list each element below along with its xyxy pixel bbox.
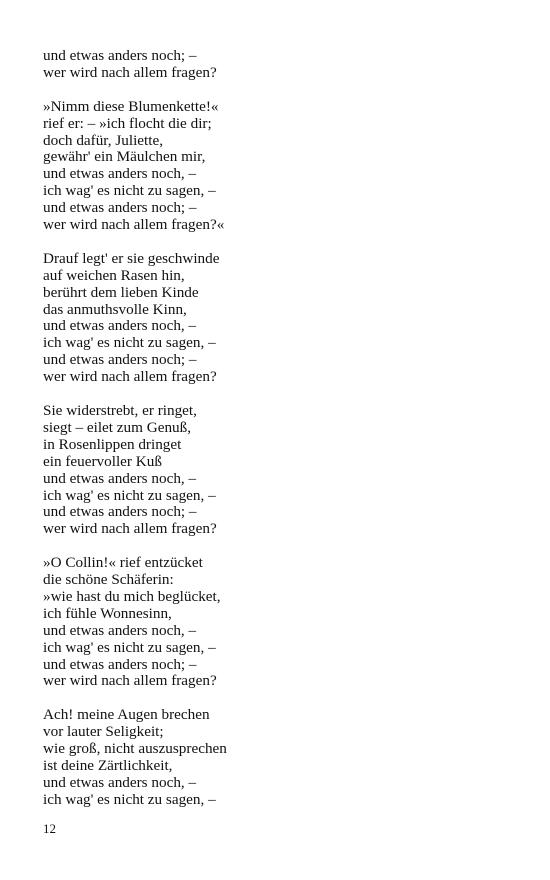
stanza <box>43 48 503 82</box>
poem-text <box>43 48 503 826</box>
poem-line: »Nimm diese Blumenkette!« <box>43 97 219 115</box>
stanza <box>43 99 503 234</box>
poem-line: wer wird nach allem fragen? <box>43 368 217 386</box>
poem-line: »wie hast du mich beglücket, <box>43 587 221 605</box>
poem-line: vor lauter Seligkeit; <box>43 723 164 741</box>
poem-line: gewähr' ein Mäulchen mir, <box>43 148 206 166</box>
poem-line: Drauf legt' er sie geschwinde <box>43 249 220 267</box>
poem-line: doch dafür, Juliette, <box>43 131 164 149</box>
poem-line: Ach! meine Augen brechen <box>43 706 210 724</box>
poem-line: und etwas anders noch, – <box>43 773 197 791</box>
poem-line: ich wag' es nicht zu sagen, – <box>43 486 216 504</box>
poem-line: rief er: – »ich flocht die dir; <box>43 114 212 132</box>
poem-line: wie groß, nicht auszusprechen <box>43 740 227 758</box>
poem-line: und etwas anders noch, – <box>43 621 197 639</box>
poem-line: berührt dem lieben Kinde <box>43 283 199 301</box>
poem-line: und etwas anders noch; – <box>43 47 197 64</box>
poem-line: ich wag' es nicht zu sagen, – <box>43 182 216 200</box>
poem-line: ist deine Zärtlichkeit, <box>43 756 173 774</box>
poem-line: die schöne Schäferin: <box>43 571 174 589</box>
poem-line: auf weichen Rasen hin, <box>43 266 185 284</box>
poem-line: und etwas anders noch, – <box>43 469 197 487</box>
poem-line: Sie widerstrebt, er ringet, <box>43 401 197 419</box>
page-number: 12 <box>43 821 56 836</box>
poem-line: ich wag' es nicht zu sagen, – <box>43 334 216 352</box>
stanza <box>43 555 503 690</box>
poem-line: ich fühle Wonnesinn, <box>43 604 172 622</box>
poem-line: und etwas anders noch; – <box>43 351 197 369</box>
poem-line: und etwas anders noch; – <box>43 199 197 217</box>
poem-line: ein feuervoller Kuß <box>43 452 162 470</box>
poem-line: siegt – eilet zum Genuß, <box>43 418 192 436</box>
poem-line: und etwas anders noch; – <box>43 655 197 673</box>
poem-line: das anmuthsvolle Kinn, <box>43 300 187 318</box>
stanza <box>43 403 503 538</box>
poem-line: wer wird nach allem fragen? <box>43 672 217 690</box>
poem-line: wer wird nach allem fragen? <box>43 520 217 538</box>
poem-line: »O Collin!« rief entzücket <box>43 554 203 572</box>
poem-line: und etwas anders noch; – <box>43 503 197 521</box>
poem-line: und etwas anders noch, – <box>43 317 197 335</box>
stanza <box>43 707 503 808</box>
poem-line: ich wag' es nicht zu sagen, – <box>43 638 216 656</box>
poem-line: und etwas anders noch, – <box>43 165 197 183</box>
stanza <box>43 251 503 386</box>
poem-line: wer wird nach allem fragen? <box>43 63 217 81</box>
poem-line: wer wird nach allem fragen?« <box>43 216 225 234</box>
poem-line: in Rosenlippen dringet <box>43 435 182 453</box>
poem-line: ich wag' es nicht zu sagen, – <box>43 790 216 808</box>
